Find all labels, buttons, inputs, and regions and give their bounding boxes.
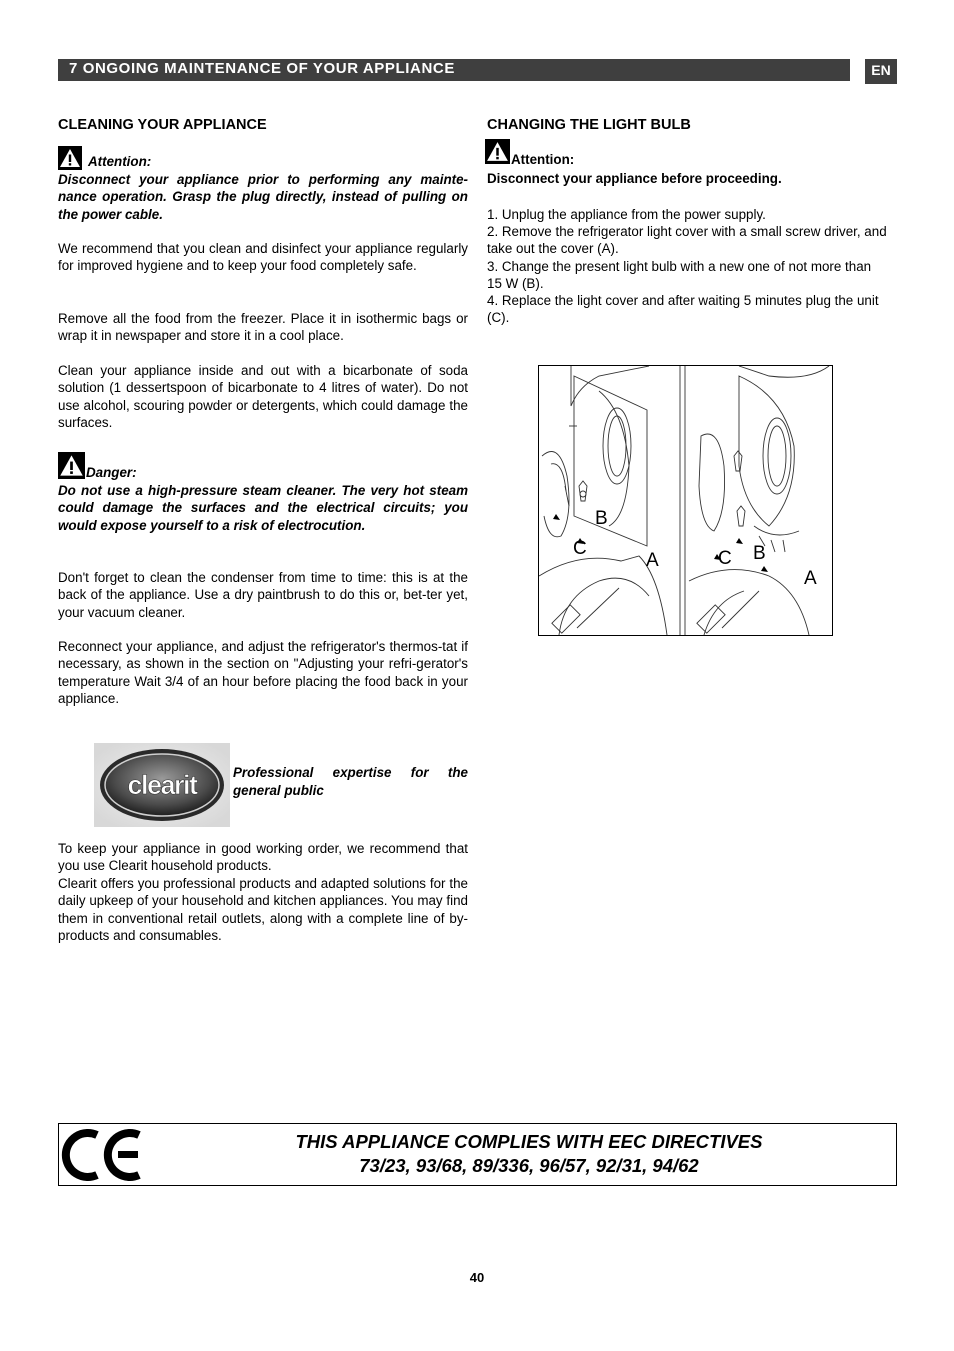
compliance-line-1: THIS APPLIANCE COMPLIES WITH EEC DIRECTIVES: [295, 1131, 763, 1152]
cleaning-heading: CLEANING YOUR APPLIANCE: [58, 117, 267, 133]
label-right-c: C: [718, 548, 732, 569]
attention-label: Attention:: [88, 154, 152, 169]
danger-text: Do not use a high-pressure steam cleaner. The very hot steam could damage the surfaces and the electrical circuits; you would expose yourself to a risk of electrocution.: [58, 483, 468, 533]
compliance-text: [209, 1130, 849, 1178]
label-left-b: B: [595, 508, 608, 529]
label-right-b: B: [753, 543, 766, 564]
compliance-line-2: 73/23, 93/68, 89/336, 96/57, 92/31, 94/62: [359, 1155, 699, 1176]
warning-icon: [58, 146, 82, 170]
attention-label: Attention:: [511, 152, 575, 167]
paragraph-clean-solution: Clean your appliance inside and out with a bicarbonate of soda solution (1 dessertspoon of bicarbonate to 4 litres of water). Do not use alcohol, scouring powder or detergents, which could damage the surfaces.: [58, 363, 468, 430]
logo-caption: Professional expertise for the general public: [233, 765, 468, 798]
paragraph-hygiene: We recommend that you clean and disinfect your appliance regularly for improved hygiene and to keep your food completely safe.: [58, 241, 468, 274]
clearit-logo: [94, 743, 230, 827]
step-1: 1. Unplug the appliance from the power supply.: [487, 207, 766, 222]
step-2: 2. Remove the refrigerator light cover with a small screw driver, and take out the cover (A).: [487, 224, 887, 257]
page-number: 40: [469, 1270, 485, 1285]
label-left-c: C: [573, 538, 587, 559]
step-4: 4. Replace the light cover and after waiting 5 minutes plug the unit (C).: [487, 293, 879, 326]
logo-text: clearit: [127, 770, 197, 800]
label-right-a: A: [804, 568, 817, 589]
danger-icon: [58, 452, 85, 479]
paragraph-remove-food: Remove all the food from the freezer. Place it in isothermic bags or wrap it in newspaper and store it in a cool place.: [58, 311, 468, 344]
light-bulb-heading: CHANGING THE LIGHT BULB: [487, 117, 691, 133]
light-bulb-diagram: [538, 365, 833, 636]
step-3: 3. Change the present light bulb with a new one of not more than 15 W (B).: [487, 259, 872, 292]
language-badge: EN: [865, 59, 897, 84]
paragraph-condenser: Don't forget to clean the condenser from time to time: this is at the back of the appliance. Use a dry paintbrush to do this or, bet-ter yet, your vacuum cleaner.: [58, 570, 468, 620]
attention-text: Disconnect your appliance before proceeding.: [487, 171, 782, 186]
paragraph-clearit-recommend: To keep your appliance in good working order, we recommend that you use Clearit household products.: [58, 841, 468, 874]
section-header-bar: [58, 59, 850, 81]
danger-label: Danger:: [86, 465, 137, 480]
compliance-box: [58, 1123, 897, 1186]
section-title: 7 ONGOING MAINTENANCE OF YOUR APPLIANCE: [69, 60, 455, 77]
paragraph-reconnect: Reconnect your appliance, and adjust the refrigerator's thermos-tat if necessary, as shown in the section on "Adjusting your refri-gerator's temperature Wait 3/4 of an hour before placing the food back in your appliance.: [58, 639, 468, 706]
label-left-a: A: [646, 550, 659, 571]
warning-icon: [485, 139, 510, 164]
paragraph-clearit-offers: Clearit offers you professional products and adapted solutions for the daily upkeep of your household and kitchen appliances. You may find them in conventional retail outlets, along with a complete line of by-products and consumables.: [58, 876, 468, 943]
ce-mark-icon: [61, 1127, 143, 1183]
attention-text: Disconnect your appliance prior to performing any mainte-nance operation. Grasp the plug directly, instead of pulling on the power cable.: [58, 172, 468, 222]
